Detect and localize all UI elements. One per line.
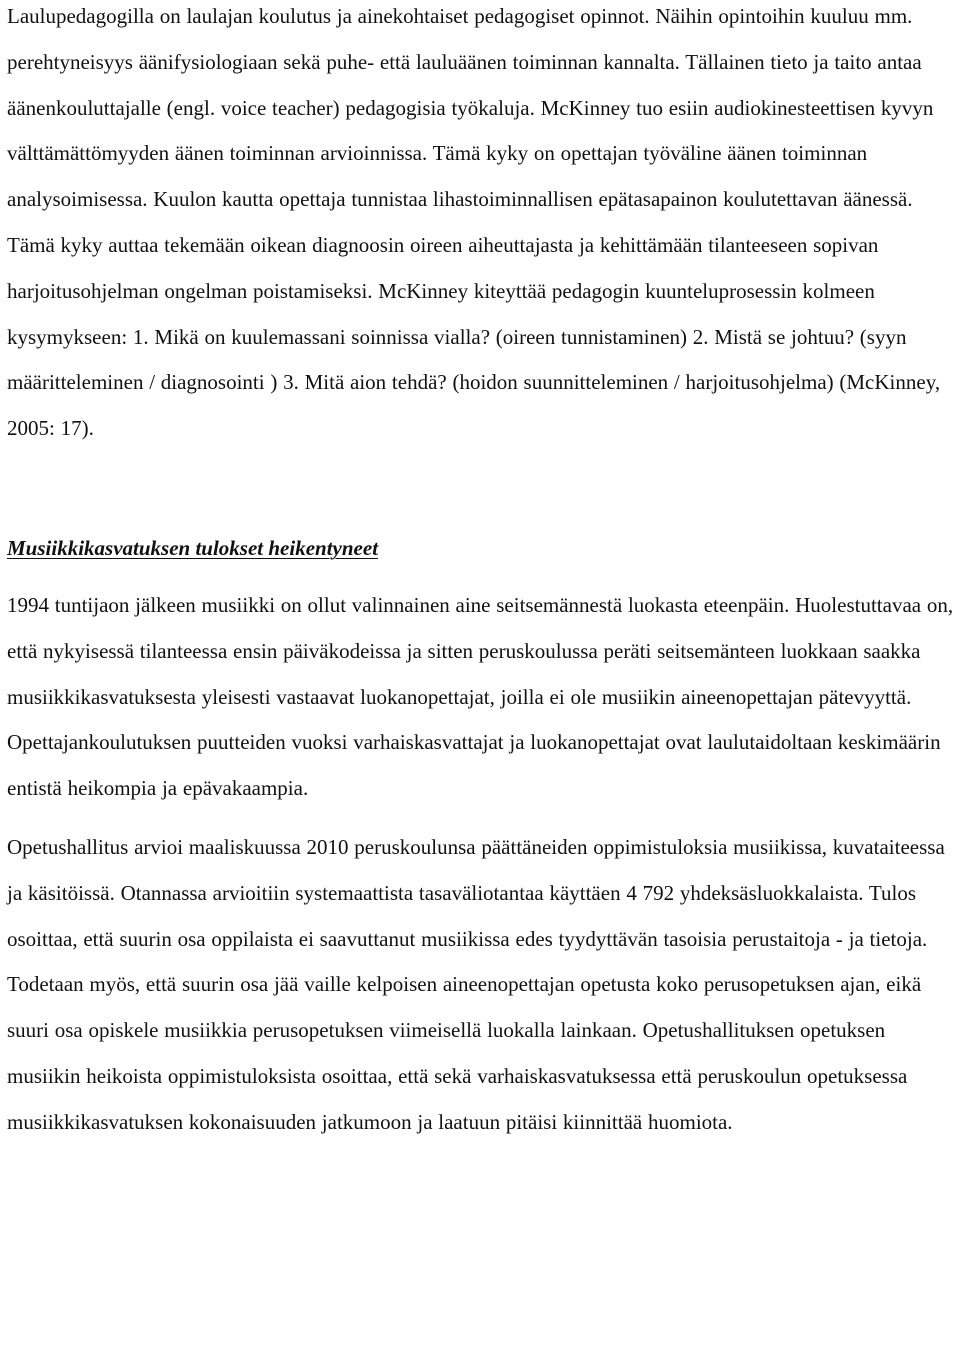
body-paragraph-1: 1994 tuntijaon jälkeen musiikki on ollut valinnainen aine seitsemännestä luokasta eteenpäin. Huolestuttavaa on, että nykyisessä tilanteessa ensin päiväkodeissa ja sitten peruskoulussa peräti seitsemänteen luokkaan saakka musiikkikasvatuksesta yleisesti vastaavat luokanopettajat, joilla ei ole musiikin aineenopettajan pätevyyttä. Opettajankoulutuksen puutteiden vuoksi varhaiskasvattajat ja luokanopettajat ovat laulutaidoltaan keskimäärin entistä heikompia ja epävakaampia. (7, 592, 954, 801)
intro-paragraph: Laulupedagogilla on laulajan koulutus ja ainekohtaiset pedagogiset opinnot. Näihin opintoihin kuuluu mm. perehtyneisyys äänifysiologiaan sekä puhe- että lauluäänen toiminnan kannalta. Tällainen tieto ja taito antaa äänenkouluttajalle (engl. voice teacher) pedagogisia työkaluja. McKinney tuo esiin audiokinesteettisen kyvyn välttämättömyyden äänen toiminnan arvioinnissa. Tämä kyky on opettajan työväline äänen toiminnan analysoimisessa. Kuulon kautta opettaja tunnistaa lihastoiminnallisen epätasapainon koulutettavan äänessä. Tämä kyky auttaa tekemään oikean diagnoosin oireen aiheuttajasta ja kehittämään tilanteeseen sopivan harjoitusohjelman ongelman poistamiseksi. McKinney kiteyttää pedagogin kuunteluprosessin kolmeen kysymykseen: 1. Mikä on kuulemassani soinnissa vialla? (oireen tunnistaminen) 2. Mistä se johtuu? (syyn määritteleminen / diagnosointi ) 3. Mitä aion tehdä? (hoidon suunnitteleminen / harjoitusohjelma) (McKinney, 2005: 17). (7, 4, 941, 441)
body-paragraph-2: Opetushallitus arvioi maaliskuussa 2010 peruskoulunsa päättäneiden oppimistuloksia musiikissa, kuvataiteessa ja käsitöissä. Otannassa arvioitiin systemaattista tasaväliotantaa käyttäen 4 792 yhdeksäsluokkalaista. Tulos osoittaa, että suurin osa oppilaista ei saavuttanut musiikissa edes tyydyttävän tasoisia perustaitoja - ja tietoja. Todetaan myös, että suurin osa jää vaille kelpoisen aineenopettajan opetusta koko perusopetuksen ajan, eikä suuri osa opiskele musiikkia perusopetuksen viimeisellä luokalla lainkaan. Opetushallituksen opetuksen musiikin heikoista oppimistuloksista osoittaa, että sekä varhaiskasvatuksessa että peruskoulun opetuksessa musiikkikasvatuksen kokonaisuuden jatkumoon ja laatuun pitäisi kiinnittää huomiota. (7, 834, 945, 1134)
section-heading: Musiikkikasvatuksen tulokset heikentyneet (7, 535, 379, 560)
document-page (7, 0, 957, 1146)
